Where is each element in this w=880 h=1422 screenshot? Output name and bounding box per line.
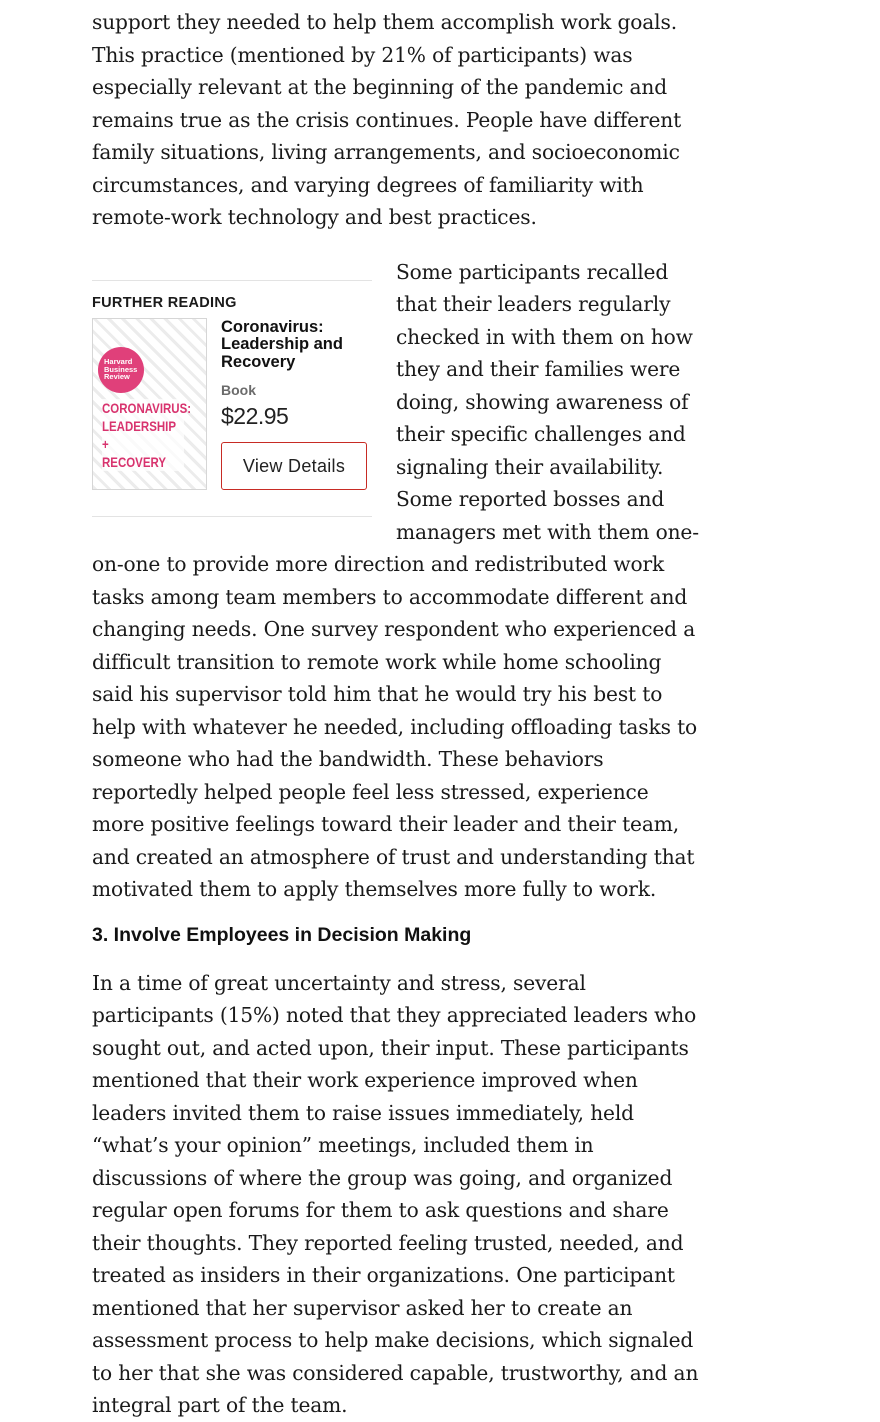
view-details-button[interactable]: View Details (221, 442, 367, 490)
cover-title-art: CORONAVIRUS: LEADERSHIP + RECOVERY (102, 399, 192, 470)
section-heading: 3. Involve Employees in Decision Making (92, 923, 472, 946)
article-paragraph: In a time of great uncertainty and stress, several participants (15%) noted that they appreciated leaders who sought out, and acted upon, their input. These participants mentioned that their work experience improved when leaders invited them to raise issues immediately, held “what’s your opinion” meetings, included them in discussions of where the group was going, and organized regular open forums for them to ask questions and share their thoughts. They reported feeling trusted, needed, and treated as insiders in their organizations. One participant mentioned that her supervisor asked her to create an assessment process to help make decisions, which signaled to her that she was considered capable, trustworthy, and an integral part of the team. (92, 970, 699, 1417)
hbr-logo-badge: Harvard Business Review (98, 347, 144, 393)
article-paragraph: Some participants recalled that their leaders regularly checked in with them on how they and their families were doing, showing awareness of their specific challenges and signaling their availability. Some reported bosses and managers met with them one-on-one to provide more direction and redistributed work tasks among team members to accommodate different and changing needs. One survey respondent who experienced a difficult transition to remote work while home schooling said his supervisor told him that he would try his best to help with whatever he needed, including offloading tasks to someone who had the bandwidth. These behaviors reportedly helped people feel less stressed, experience more positive feelings toward their leader and their team, and created an atmosphere of trust and understanding that motivated them to apply themselves more fully to work. (92, 259, 699, 901)
book-cover-image[interactable] (92, 318, 207, 490)
further-reading-title[interactable]: Coronavirus: Leadership and Recovery (221, 317, 343, 371)
further-reading-panel (92, 280, 372, 518)
product-type: Book (221, 382, 256, 398)
article-body (92, 6, 702, 1422)
product-price: $22.95 (221, 403, 289, 429)
further-reading-label: FURTHER READING (92, 294, 237, 311)
article-paragraph: support they needed to help them accomplish work goals. This practice (mentioned by 21% of participants) was especially relevant at the beginning of the pandemic and remains true as the crisis continues. People have different family situations, living arrangements, and socioeconomic circumstances, and varying degrees of familiarity with remote-work technology and best practices. (92, 10, 682, 229)
